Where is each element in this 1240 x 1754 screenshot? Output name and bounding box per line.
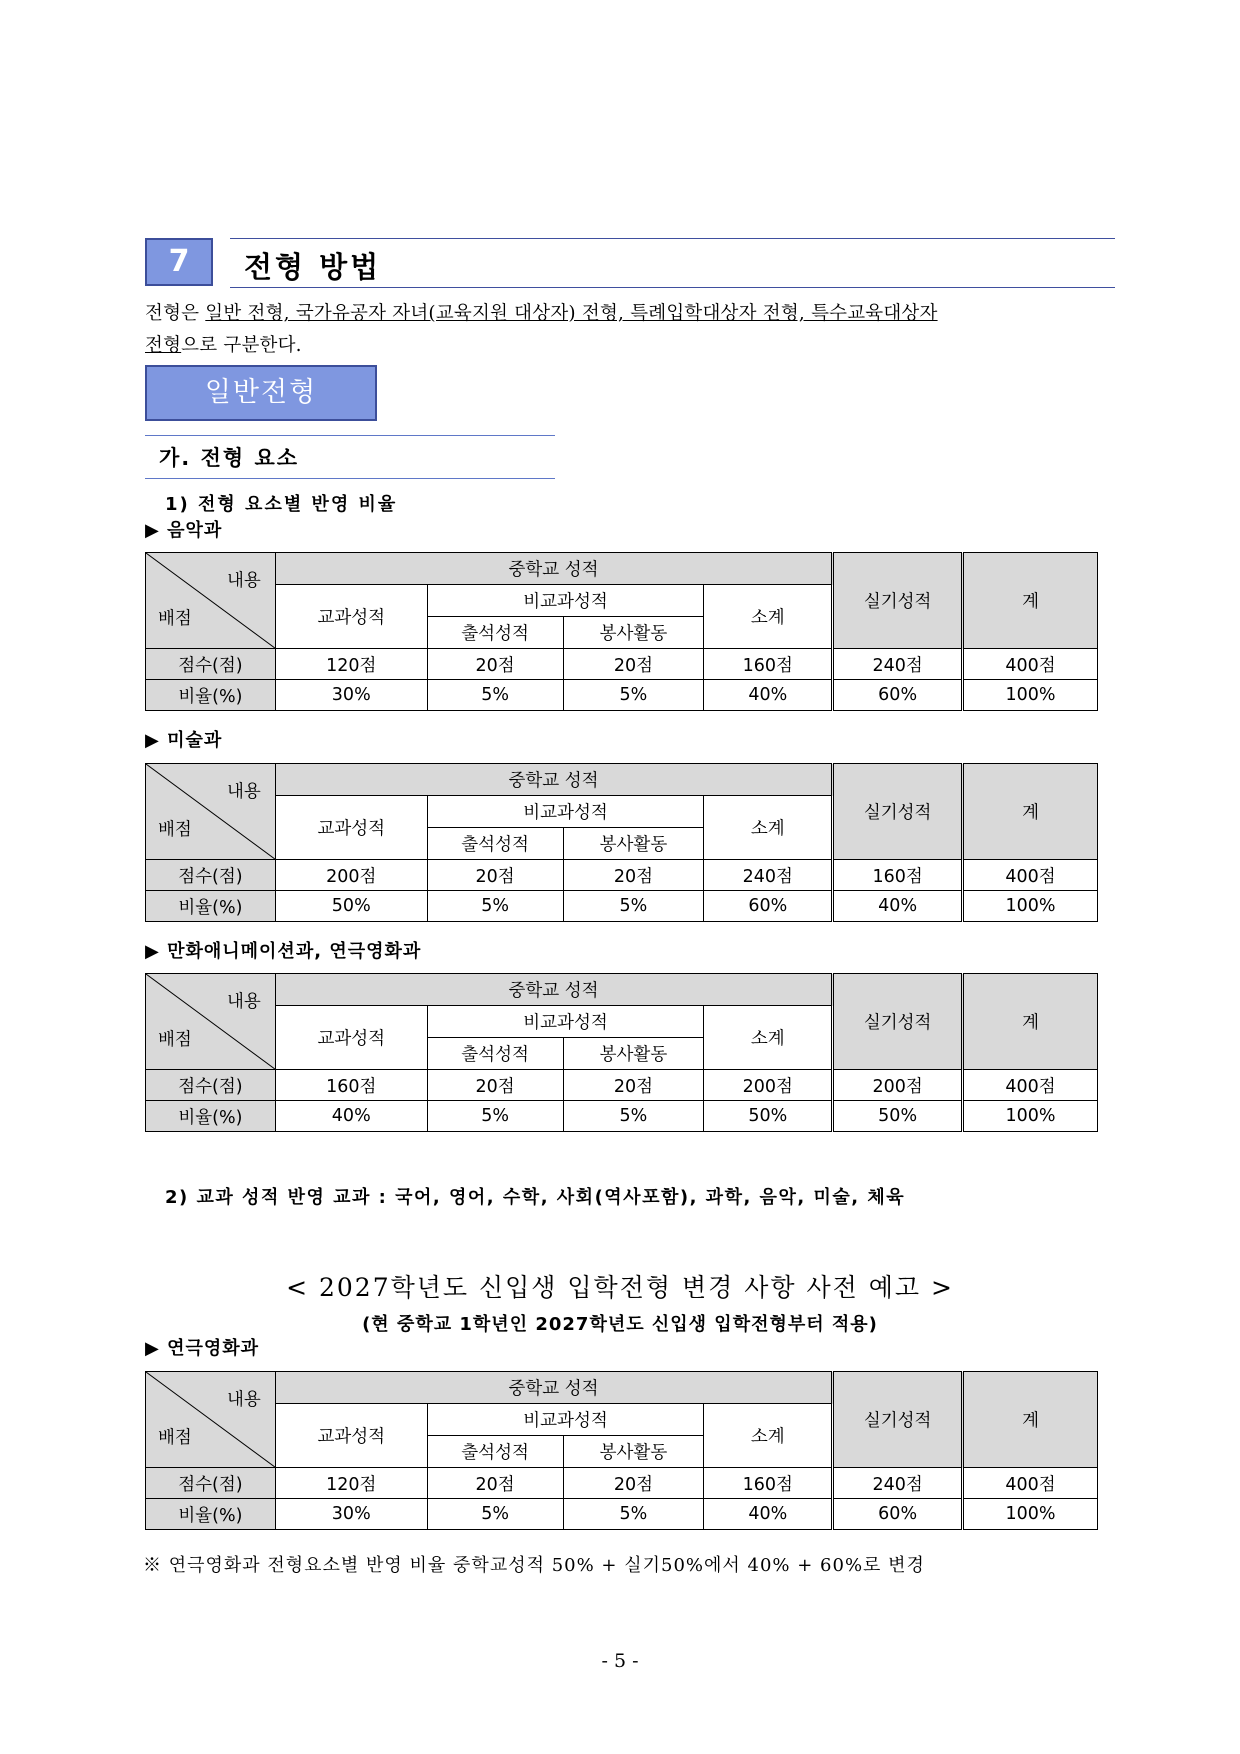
header-diagonal-cell bbox=[146, 1372, 276, 1468]
header-practical: 실기성적 bbox=[833, 974, 963, 1070]
table-cell: 120점 bbox=[275, 649, 427, 680]
subsection-title: 가. 전형 요소 bbox=[159, 446, 300, 470]
header-diagonal-cell bbox=[146, 974, 276, 1070]
header-subtotal: 소계 bbox=[704, 1006, 833, 1070]
header-middle-school: 중학교 성적 bbox=[275, 1372, 832, 1404]
header-diagonal-cell bbox=[146, 764, 276, 860]
subsection-header bbox=[145, 435, 555, 479]
score-table bbox=[145, 1371, 1098, 1530]
row-header: 점수(점) bbox=[146, 1468, 276, 1499]
header-non-subject: 비교과성적 bbox=[427, 796, 704, 828]
score-row bbox=[146, 649, 1098, 680]
row-header: 비율(%) bbox=[146, 1101, 276, 1132]
score-table bbox=[145, 763, 1098, 922]
header-practical: 실기성적 bbox=[833, 764, 963, 860]
table-cell: 400점 bbox=[963, 1468, 1098, 1499]
intro-prefix: 전형은 bbox=[145, 303, 206, 324]
intro-types-line1: 일반 전형, 국가유공자 자녀(교육지원 대상자) 전형, 특례입학대상자 전형, 특수교육대상자 bbox=[205, 303, 938, 324]
header-subtotal: 소계 bbox=[704, 796, 833, 860]
header-non-subject: 비교과성적 bbox=[427, 1404, 704, 1436]
table-cell: 5% bbox=[563, 1101, 704, 1132]
section-title-bar bbox=[230, 238, 1115, 288]
header-points-label: 배점 bbox=[158, 1428, 192, 1448]
header-total: 계 bbox=[963, 1372, 1098, 1468]
header-practical: 실기성적 bbox=[833, 553, 963, 649]
item-2-subjects: 2) 교과 성적 반영 교과 : 국어, 영어, 수학, 사회(역사포함), 과학, 음악, 미술, 체육 bbox=[165, 1187, 906, 1208]
table-cell: 200점 bbox=[275, 860, 427, 891]
table-cell: 120점 bbox=[275, 1468, 427, 1499]
header-points-label: 배점 bbox=[158, 1030, 192, 1050]
table-cell: 160점 bbox=[833, 860, 963, 891]
header-points-label: 배점 bbox=[158, 820, 192, 840]
table-cell: 100% bbox=[963, 1101, 1098, 1132]
table-cell: 40% bbox=[704, 680, 833, 711]
table-cell: 5% bbox=[427, 680, 563, 711]
section-title: 전형 방법 bbox=[244, 250, 382, 284]
header-subtotal: 소계 bbox=[704, 585, 833, 649]
header-middle-school: 중학교 성적 bbox=[275, 974, 832, 1006]
table-cell: 160점 bbox=[704, 649, 833, 680]
header-subject: 교과성적 bbox=[275, 796, 427, 860]
ratio-row bbox=[146, 1499, 1098, 1530]
table-cell: 100% bbox=[963, 680, 1098, 711]
row-header: 비율(%) bbox=[146, 680, 276, 711]
header-volunteer: 봉사활동 bbox=[563, 1038, 704, 1070]
table-cell: 160점 bbox=[275, 1070, 427, 1101]
table-cell: 240점 bbox=[704, 860, 833, 891]
table-cell: 20점 bbox=[427, 649, 563, 680]
score-table bbox=[145, 552, 1098, 711]
header-volunteer: 봉사활동 bbox=[563, 617, 704, 649]
header-non-subject: 비교과성적 bbox=[427, 585, 704, 617]
table-cell: 5% bbox=[427, 1499, 563, 1530]
table-cell: 20점 bbox=[563, 1070, 704, 1101]
table-cell: 100% bbox=[963, 891, 1098, 922]
table-cell: 240점 bbox=[833, 649, 963, 680]
section-number: 7 bbox=[145, 238, 213, 286]
table-cell: 20점 bbox=[427, 860, 563, 891]
score-row bbox=[146, 860, 1098, 891]
ratio-row bbox=[146, 1101, 1098, 1132]
table-cell: 50% bbox=[833, 1101, 963, 1132]
score-row bbox=[146, 1468, 1098, 1499]
row-header: 비율(%) bbox=[146, 1499, 276, 1530]
header-total: 계 bbox=[963, 553, 1098, 649]
table-cell: 5% bbox=[427, 891, 563, 922]
header-subtotal: 소계 bbox=[704, 1404, 833, 1468]
table-cell: 40% bbox=[704, 1499, 833, 1530]
header-middle-school: 중학교 성적 bbox=[275, 553, 832, 585]
table-cell: 20점 bbox=[563, 860, 704, 891]
notice-title: < 2027학년도 신입생 입학전형 변경 사항 사전 예고 > bbox=[286, 1273, 954, 1302]
row-header: 점수(점) bbox=[146, 1070, 276, 1101]
header-volunteer: 봉사활동 bbox=[563, 1436, 704, 1468]
table-cell: 20점 bbox=[427, 1468, 563, 1499]
table-cell: 60% bbox=[833, 1499, 963, 1530]
table-cell: 60% bbox=[704, 891, 833, 922]
header-total: 계 bbox=[963, 764, 1098, 860]
table-cell: 30% bbox=[275, 1499, 427, 1530]
department-label: ▶ 미술과 bbox=[145, 730, 223, 751]
header-attendance: 출석성적 bbox=[427, 828, 563, 860]
table-cell: 5% bbox=[563, 680, 704, 711]
header-attendance: 출석성적 bbox=[427, 1038, 563, 1070]
header-diagonal-cell bbox=[146, 553, 276, 649]
header-non-subject: 비교과성적 bbox=[427, 1006, 704, 1038]
department-label: ▶ 만화애니메이션과, 연극영화과 bbox=[145, 941, 422, 962]
row-header: 비율(%) bbox=[146, 891, 276, 922]
table-cell: 5% bbox=[563, 1499, 704, 1530]
page-number: - 5 - bbox=[601, 1650, 639, 1672]
table-cell: 400점 bbox=[963, 649, 1098, 680]
footnote: ※ 연극영화과 전형요소별 반영 비율 중학교성적 50% + 실기50%에서 40% + 60%로 변경 bbox=[143, 1555, 925, 1576]
header-subject: 교과성적 bbox=[275, 1404, 427, 1468]
general-admission-badge: 일반전형 bbox=[145, 365, 377, 421]
header-attendance: 출석성적 bbox=[427, 1436, 563, 1468]
header-content-label: 내용 bbox=[227, 1390, 261, 1410]
department-label: ▶ 음악과 bbox=[145, 520, 223, 541]
header-volunteer: 봉사활동 bbox=[563, 828, 704, 860]
table-cell: 400점 bbox=[963, 1070, 1098, 1101]
header-practical: 실기성적 bbox=[833, 1372, 963, 1468]
table-cell: 50% bbox=[275, 891, 427, 922]
header-points-label: 배점 bbox=[158, 609, 192, 629]
notice-subtitle: (현 중학교 1학년인 2027학년도 신입생 입학전형부터 적용) bbox=[362, 1314, 878, 1335]
table-cell: 20점 bbox=[427, 1070, 563, 1101]
table-cell: 20점 bbox=[563, 1468, 704, 1499]
table-cell: 5% bbox=[563, 891, 704, 922]
table-cell: 200점 bbox=[704, 1070, 833, 1101]
header-content-label: 내용 bbox=[227, 782, 261, 802]
table-cell: 400점 bbox=[963, 860, 1098, 891]
intro-paragraph bbox=[145, 298, 1120, 362]
table-cell: 40% bbox=[833, 891, 963, 922]
header-middle-school: 중학교 성적 bbox=[275, 764, 832, 796]
header-subject: 교과성적 bbox=[275, 1006, 427, 1070]
intro-suffix: 으로 구분한다. bbox=[181, 335, 302, 356]
table-cell: 40% bbox=[275, 1101, 427, 1132]
table-cell: 30% bbox=[275, 680, 427, 711]
table-cell: 200점 bbox=[833, 1070, 963, 1101]
ratio-row bbox=[146, 891, 1098, 922]
intro-types-line2: 전형 bbox=[145, 335, 182, 356]
table-cell: 50% bbox=[704, 1101, 833, 1132]
header-subject: 교과성적 bbox=[275, 585, 427, 649]
header-total: 계 bbox=[963, 974, 1098, 1070]
header-content-label: 내용 bbox=[227, 571, 261, 591]
table-cell: 60% bbox=[833, 680, 963, 711]
table-cell: 100% bbox=[963, 1499, 1098, 1530]
table-cell: 5% bbox=[427, 1101, 563, 1132]
table-cell: 20점 bbox=[563, 649, 704, 680]
row-header: 점수(점) bbox=[146, 649, 276, 680]
item-1-heading: 1) 전형 요소별 반영 비율 bbox=[165, 494, 398, 515]
header-content-label: 내용 bbox=[227, 992, 261, 1012]
table-cell: 160점 bbox=[704, 1468, 833, 1499]
score-table bbox=[145, 973, 1098, 1132]
score-row bbox=[146, 1070, 1098, 1101]
header-attendance: 출석성적 bbox=[427, 617, 563, 649]
row-header: 점수(점) bbox=[146, 860, 276, 891]
department-label: ▶ 연극영화과 bbox=[145, 1338, 260, 1359]
section-header bbox=[145, 238, 1115, 292]
table-cell: 240점 bbox=[833, 1468, 963, 1499]
ratio-row bbox=[146, 680, 1098, 711]
